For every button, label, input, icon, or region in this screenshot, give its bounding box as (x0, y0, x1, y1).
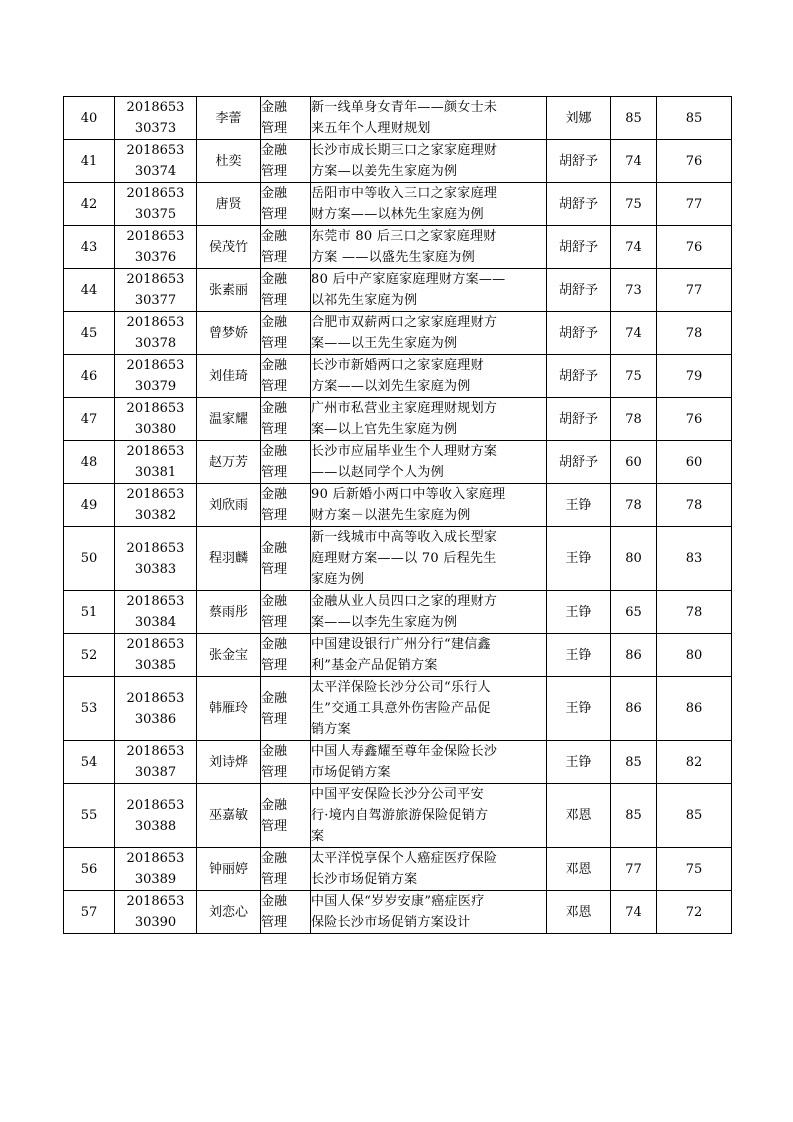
major (261, 527, 311, 591)
score-1: 74 (611, 140, 657, 183)
student-id (115, 441, 197, 484)
student-name: 钟丽婷 (197, 848, 261, 891)
major-line2: 管理 (261, 207, 288, 222)
thesis-title (311, 848, 547, 891)
major-line1: 金融 (261, 894, 288, 909)
table-row (64, 891, 732, 934)
score-2: 77 (657, 183, 732, 226)
table-row (64, 355, 732, 398)
thesis-title (311, 484, 547, 527)
student-id-part2: 30377 (134, 293, 177, 308)
thesis-title-line: 保险长沙市场促销方案设计 (311, 915, 471, 930)
student-id (115, 140, 197, 183)
thesis-title-line: 合肥市双薪两口之家家庭理财方 (311, 315, 498, 330)
table-row (64, 312, 732, 355)
advisor-name: 胡舒予 (547, 398, 611, 441)
score-2: 78 (657, 312, 732, 355)
score-1: 78 (611, 398, 657, 441)
table-row (64, 634, 732, 677)
score-2: 82 (657, 741, 732, 784)
table-row (64, 484, 732, 527)
thesis-title (311, 355, 547, 398)
advisor-name: 王铮 (547, 677, 611, 741)
major (261, 140, 311, 183)
student-id-part1: 2018653 (126, 444, 185, 459)
student-id-part1: 2018653 (126, 401, 185, 416)
thesis-title (311, 634, 547, 677)
major (261, 441, 311, 484)
student-id-part1: 2018653 (126, 690, 185, 706)
student-id-part1: 2018653 (126, 487, 185, 502)
row-number: 48 (64, 441, 115, 484)
student-name: 曾梦娇 (197, 312, 261, 355)
thesis-title (311, 312, 547, 355)
major-line1: 金融 (261, 315, 288, 330)
major-line1: 金融 (261, 401, 288, 416)
major-line1: 金融 (261, 186, 288, 201)
row-number: 56 (64, 848, 115, 891)
score-1: 77 (611, 848, 657, 891)
major (261, 183, 311, 226)
student-id-part2: 30384 (134, 615, 177, 630)
advisor-name: 胡舒予 (547, 140, 611, 183)
student-id-part2: 30381 (134, 465, 177, 480)
score-2: 79 (657, 355, 732, 398)
row-number: 55 (64, 784, 115, 848)
thesis-title-line: 以祁先生家庭为例 (311, 293, 418, 308)
thesis-title-line: 中国建设银行广州分行“建信鑫 (311, 637, 491, 652)
table-row (64, 441, 732, 484)
table-row (64, 398, 732, 441)
major-line1: 金融 (261, 594, 288, 609)
student-id-part1: 2018653 (126, 143, 185, 158)
row-number: 49 (64, 484, 115, 527)
thesis-title (311, 741, 547, 784)
major-line2: 管理 (261, 250, 288, 265)
major-line2: 管理 (261, 615, 288, 630)
score-1: 78 (611, 484, 657, 527)
student-id-part1: 2018653 (126, 186, 185, 201)
thesis-title-line: 庭理财方案——以 70 后程先生 (311, 551, 497, 566)
score-1: 86 (611, 634, 657, 677)
table-row (64, 97, 732, 140)
score-2: 78 (657, 591, 732, 634)
row-number: 52 (64, 634, 115, 677)
score-2: 75 (657, 848, 732, 891)
student-id-part2: 30382 (134, 508, 177, 523)
thesis-title-line: ——以赵同学个人为例 (311, 465, 444, 480)
table-row (64, 527, 732, 591)
thesis-title-line: 案——以李先生家庭为例 (311, 615, 458, 630)
major-line2: 管理 (261, 872, 288, 887)
advisor-name: 胡舒予 (547, 183, 611, 226)
thesis-title-line: 广州市私营业主家庭理财规划方 (311, 401, 498, 416)
student-id-part2: 30379 (134, 379, 177, 394)
table-body (64, 97, 732, 934)
thesis-title-line: 中国平安保险长沙分公司平安 (311, 787, 484, 802)
score-2: 76 (657, 226, 732, 269)
score-1: 74 (611, 226, 657, 269)
thesis-title (311, 183, 547, 226)
thesis-title-line: 销方案 (311, 722, 351, 737)
student-id-part1: 2018653 (126, 358, 185, 373)
thesis-title-line: 生”交通工具意外伤害险产品促 (311, 701, 491, 716)
major-line2: 管理 (261, 508, 288, 523)
thesis-score-table (63, 96, 732, 934)
major (261, 741, 311, 784)
student-id-part1: 2018653 (126, 594, 185, 609)
thesis-title-line: 长沙市成长期三口之家家庭理财 (311, 143, 498, 158)
student-id (115, 355, 197, 398)
student-name: 刘佳琦 (197, 355, 261, 398)
advisor-name: 王铮 (547, 527, 611, 591)
thesis-title (311, 140, 547, 183)
thesis-title-line: 案—以上官先生家庭为例 (311, 422, 458, 437)
score-1: 60 (611, 441, 657, 484)
student-id (115, 634, 197, 677)
thesis-title-line: 长沙市新婚两口之家家庭理财 (311, 358, 484, 373)
score-1: 86 (611, 677, 657, 741)
student-id (115, 741, 197, 784)
student-id-part1: 2018653 (126, 229, 185, 244)
student-id-part2: 30388 (134, 818, 177, 834)
thesis-title (311, 891, 547, 934)
row-number: 57 (64, 891, 115, 934)
thesis-title-line: 东莞市 80 后三口之家家庭理财 (311, 229, 497, 244)
table-row (64, 848, 732, 891)
major-line1: 金融 (261, 690, 288, 706)
advisor-name: 邓恩 (547, 848, 611, 891)
student-id (115, 183, 197, 226)
score-1: 80 (611, 527, 657, 591)
thesis-title (311, 441, 547, 484)
major-line1: 金融 (261, 540, 288, 556)
row-number: 41 (64, 140, 115, 183)
student-id-part2: 30387 (134, 765, 177, 780)
student-id-part2: 30389 (134, 872, 177, 887)
row-number: 46 (64, 355, 115, 398)
student-id-part2: 30380 (134, 422, 177, 437)
thesis-title-line: 中国人寿鑫耀至尊年金保险长沙 (311, 744, 498, 759)
student-id-part2: 30376 (134, 250, 177, 265)
score-1: 65 (611, 591, 657, 634)
major-line2: 管理 (261, 465, 288, 480)
student-id (115, 269, 197, 312)
thesis-title-line: 新一线城市中高等收入成长型家 (311, 530, 498, 545)
student-name: 赵万芳 (197, 441, 261, 484)
row-number: 51 (64, 591, 115, 634)
student-name: 张素丽 (197, 269, 261, 312)
major (261, 226, 311, 269)
student-id (115, 784, 197, 848)
thesis-title-line: 太平洋保险长沙分公司“乐行人 (311, 680, 491, 695)
student-id-part2: 30385 (134, 658, 177, 673)
row-number: 47 (64, 398, 115, 441)
thesis-title-line: 财方案——以林先生家庭为例 (311, 207, 484, 222)
student-id-part1: 2018653 (126, 894, 185, 909)
advisor-name: 胡舒予 (547, 312, 611, 355)
major-line1: 金融 (261, 143, 288, 158)
major-line2: 管理 (261, 915, 288, 930)
advisor-name: 胡舒予 (547, 355, 611, 398)
major-line1: 金融 (261, 744, 288, 759)
thesis-title (311, 398, 547, 441)
thesis-title-line: 金融从业人员四口之家的理财方 (311, 594, 498, 609)
table-row (64, 183, 732, 226)
thesis-title-line: 案——以王先生家庭为例 (311, 336, 458, 351)
score-2: 60 (657, 441, 732, 484)
score-2: 76 (657, 398, 732, 441)
major-line1: 金融 (261, 851, 288, 866)
student-id (115, 398, 197, 441)
thesis-title-line: 案 (311, 829, 325, 844)
student-id-part2: 30386 (134, 711, 177, 727)
major-line2: 管理 (261, 293, 288, 308)
major-line2: 管理 (261, 379, 288, 394)
student-id-part2: 30383 (134, 561, 177, 577)
thesis-title (311, 527, 547, 591)
score-2: 85 (657, 784, 732, 848)
table-row (64, 269, 732, 312)
major (261, 591, 311, 634)
advisor-name: 王铮 (547, 741, 611, 784)
major-line1: 金融 (261, 100, 288, 115)
major-line2: 管理 (261, 818, 288, 834)
student-name: 巫嘉敏 (197, 784, 261, 848)
student-name: 程羽麟 (197, 527, 261, 591)
major-line1: 金融 (261, 487, 288, 502)
student-id-part2: 30375 (134, 207, 177, 222)
thesis-title (311, 269, 547, 312)
thesis-title-line: 新一线单身女青年——颜女士未 (311, 100, 498, 115)
table-row (64, 591, 732, 634)
student-id (115, 97, 197, 140)
major-line1: 金融 (261, 444, 288, 459)
major-line1: 金融 (261, 797, 288, 813)
thesis-title-line: 方案——以刘先生家庭为例 (311, 379, 471, 394)
student-id (115, 891, 197, 934)
student-id-part1: 2018653 (126, 797, 185, 813)
thesis-title (311, 97, 547, 140)
advisor-name: 王铮 (547, 634, 611, 677)
advisor-name: 胡舒予 (547, 441, 611, 484)
thesis-title-line: 中国人保“岁岁安康”癌症医疗 (311, 894, 485, 909)
student-name: 刘诗烨 (197, 741, 261, 784)
student-id-part1: 2018653 (126, 637, 185, 652)
major-line1: 金融 (261, 229, 288, 244)
major-line2: 管理 (261, 658, 288, 673)
student-name: 蔡雨彤 (197, 591, 261, 634)
major (261, 398, 311, 441)
table-row (64, 677, 732, 741)
row-number: 44 (64, 269, 115, 312)
major (261, 269, 311, 312)
row-number: 50 (64, 527, 115, 591)
major-line2: 管理 (261, 561, 288, 577)
student-id-part1: 2018653 (126, 744, 185, 759)
score-2: 85 (657, 97, 732, 140)
student-name: 温家耀 (197, 398, 261, 441)
major-line2: 管理 (261, 422, 288, 437)
thesis-title-line: 方案 ——以盛先生家庭为例 (311, 250, 476, 265)
thesis-title-line: 岳阳市中等收入三口之家家庭理 (311, 186, 498, 201)
major (261, 355, 311, 398)
major (261, 97, 311, 140)
student-id-part2: 30373 (134, 121, 177, 136)
thesis-title-line: 市场促销方案 (311, 765, 391, 780)
thesis-title-line: 长沙市应届毕业生个人理财方案 (311, 444, 498, 459)
major-line1: 金融 (261, 358, 288, 373)
student-id (115, 591, 197, 634)
student-id-part2: 30378 (134, 336, 177, 351)
student-name: 李蕾 (197, 97, 261, 140)
major-line2: 管理 (261, 711, 288, 727)
advisor-name: 王铮 (547, 591, 611, 634)
score-1: 73 (611, 269, 657, 312)
major-line2: 管理 (261, 765, 288, 780)
thesis-title-line: 利”基金产品促销方案 (311, 658, 438, 673)
student-name: 唐贤 (197, 183, 261, 226)
score-1: 85 (611, 784, 657, 848)
thesis-title-line: 90 后新婚小两口中等收入家庭理 (311, 487, 506, 502)
thesis-title (311, 591, 547, 634)
student-id-part1: 2018653 (126, 851, 185, 866)
thesis-title-line: 行·境内自驾游旅游保险促销方 (311, 808, 489, 823)
major (261, 677, 311, 741)
thesis-title (311, 226, 547, 269)
score-2: 76 (657, 140, 732, 183)
thesis-title (311, 784, 547, 848)
major-line1: 金融 (261, 637, 288, 652)
row-number: 53 (64, 677, 115, 741)
student-id (115, 677, 197, 741)
student-id (115, 484, 197, 527)
thesis-title-line: 财方案－以湛先生家庭为例 (311, 508, 471, 523)
student-id-part1: 2018653 (126, 100, 185, 115)
major (261, 484, 311, 527)
advisor-name: 胡舒予 (547, 226, 611, 269)
score-2: 86 (657, 677, 732, 741)
advisor-name: 刘娜 (547, 97, 611, 140)
table-row (64, 784, 732, 848)
major (261, 312, 311, 355)
thesis-title-line: 太平洋悦享保个人癌症医疗保险 (311, 851, 498, 866)
thesis-title-line: 方案—以姜先生家庭为例 (311, 164, 458, 179)
score-1: 74 (611, 891, 657, 934)
score-2: 77 (657, 269, 732, 312)
advisor-name: 胡舒予 (547, 269, 611, 312)
thesis-title-line: 来五年个人理财规划 (311, 121, 431, 136)
student-id-part1: 2018653 (126, 540, 185, 556)
score-2: 78 (657, 484, 732, 527)
advisor-name: 邓恩 (547, 784, 611, 848)
score-1: 85 (611, 741, 657, 784)
student-name: 韩雁玲 (197, 677, 261, 741)
student-name: 刘欣雨 (197, 484, 261, 527)
row-number: 45 (64, 312, 115, 355)
row-number: 40 (64, 97, 115, 140)
major-line2: 管理 (261, 336, 288, 351)
student-id (115, 226, 197, 269)
student-id-part1: 2018653 (126, 315, 185, 330)
student-id-part2: 30374 (134, 164, 177, 179)
student-name: 杜奕 (197, 140, 261, 183)
major (261, 634, 311, 677)
major (261, 848, 311, 891)
score-1: 85 (611, 97, 657, 140)
thesis-title (311, 677, 547, 741)
student-id (115, 312, 197, 355)
score-2: 72 (657, 891, 732, 934)
student-name: 侯茂竹 (197, 226, 261, 269)
thesis-title-line: 80 后中产家庭家庭理财方案—— (311, 272, 506, 287)
major-line1: 金融 (261, 272, 288, 287)
advisor-name: 邓恩 (547, 891, 611, 934)
advisor-name: 王铮 (547, 484, 611, 527)
major (261, 784, 311, 848)
score-2: 83 (657, 527, 732, 591)
score-1: 74 (611, 312, 657, 355)
student-name: 刘恋心 (197, 891, 261, 934)
major (261, 891, 311, 934)
thesis-title-line: 长沙市场促销方案 (311, 872, 418, 887)
row-number: 42 (64, 183, 115, 226)
score-1: 75 (611, 183, 657, 226)
score-2: 80 (657, 634, 732, 677)
major-line2: 管理 (261, 164, 288, 179)
student-name: 张金宝 (197, 634, 261, 677)
student-id-part2: 30390 (134, 915, 177, 930)
major-line2: 管理 (261, 121, 288, 136)
score-1: 75 (611, 355, 657, 398)
table-row (64, 140, 732, 183)
student-id-part1: 2018653 (126, 272, 185, 287)
student-id (115, 527, 197, 591)
student-id (115, 848, 197, 891)
table-row (64, 741, 732, 784)
table-row (64, 226, 732, 269)
row-number: 43 (64, 226, 115, 269)
thesis-title-line: 家庭为例 (311, 572, 365, 587)
row-number: 54 (64, 741, 115, 784)
